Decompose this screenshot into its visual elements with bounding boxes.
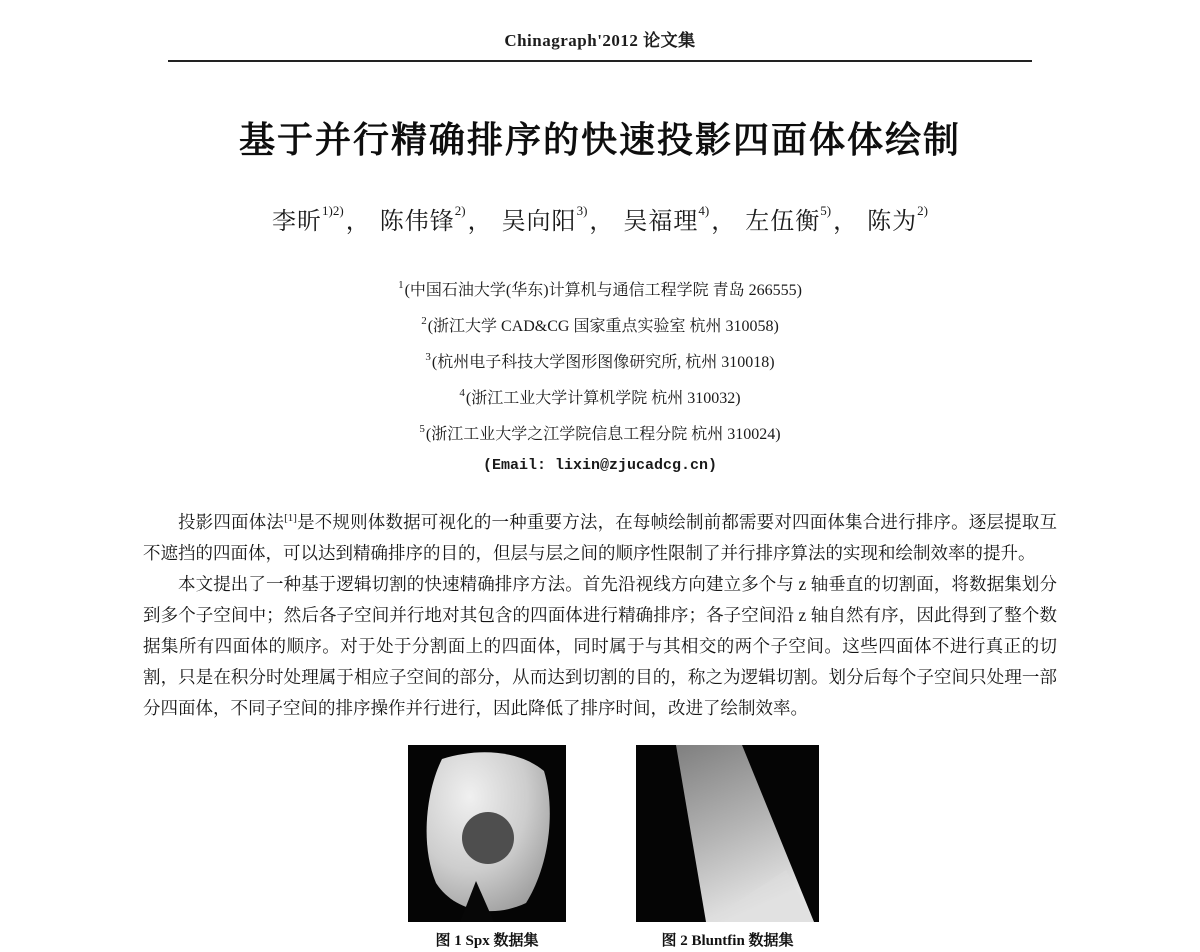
author: 左伍衡$^{5)}$ bbox=[745, 203, 832, 235]
author-affil-marker: 1)2) bbox=[322, 203, 344, 218]
affiliation-line: $^2$(浙江大学 CAD&CG 国家重点实验室 杭州 310058) bbox=[421, 315, 779, 335]
author-separator: ， bbox=[345, 209, 371, 235]
figure-caption: 图 2 Bluntfin 数据集 bbox=[661, 933, 794, 949]
author-separator: ， bbox=[467, 209, 493, 235]
author-affil-marker: 2) bbox=[454, 203, 466, 218]
affiliation-line: $^3$(杭州电子科技大学图形图像研究所, 杭州 310018) bbox=[425, 351, 775, 371]
author-separator: ， bbox=[833, 209, 859, 235]
affiliation-line: $^5$(浙江工业大学之江学院信息工程分院 杭州 310024) bbox=[419, 423, 781, 443]
bluntfin-dataset-image bbox=[636, 745, 819, 922]
author-line bbox=[0, 201, 1200, 236]
abstract-body bbox=[143, 503, 1057, 724]
affiliation-block bbox=[0, 270, 1200, 481]
citation-marker: [1] bbox=[284, 512, 297, 524]
author-affil-marker: 2) bbox=[917, 203, 928, 218]
affiliation-line: $^4$(浙江工业大学计算机学院 杭州 310032) bbox=[459, 387, 741, 407]
figure-bluntfin bbox=[636, 745, 819, 950]
figure-row bbox=[408, 745, 819, 950]
proceedings-header: Chinagraph'2012 论文集 bbox=[504, 31, 696, 50]
author-separator: ， bbox=[589, 209, 615, 235]
figure-spx bbox=[408, 745, 566, 950]
author-affil-marker: 3) bbox=[576, 203, 588, 218]
paper-title: 基于并行精确排序的快速投影四面体体绘制 bbox=[238, 119, 961, 160]
author: 陈为$^{2)}$ bbox=[867, 203, 928, 235]
author: 吴向阳$^{3)}$ bbox=[501, 203, 588, 235]
abstract-paragraph-1: 投影四面体法[1]是不规则体数据可视化的一种重要方法，在每帧绘制前都需要对四面体集合进行排序。逐层提取互不遮挡的四面体，可以达到精确排序的目的，但层与层之间的顺序性限制了并行排序算法的实现和绘制效率的提升。 bbox=[143, 512, 1057, 563]
affiliation-line: $^1$(中国石油大学(华东)计算机与通信工程学院 青岛 266555) bbox=[398, 279, 802, 299]
spx-dataset-image bbox=[408, 745, 566, 922]
author: 陈伟锋$^{2)}$ bbox=[379, 203, 466, 235]
abstract-paragraph-2: 本文提出了一种基于逻辑切割的快速精确排序方法。首先沿视线方向建立多个与 z 轴垂直的切割面，将数据集划分到多个子空间中；然后各子空间并行地对其包含的四面体进行精确排序；各子空间沿 z 轴自然有序，因此得到了整个数据集所有四面体的顺序。对于处于分割面上的四面体，同时属于与其相交的两个子空间。这些四面体不进行真正的切割，只是在积分时处理属于相应子空间的部分，从而达到切割的目的，称之为逻辑切割。划分后每个子空间只处理一部分四面体，不同子空间的排序操作并行进行，因此降低了排序时间，改进了绘制效率。 bbox=[143, 574, 1057, 718]
author-separator: ， bbox=[711, 209, 737, 235]
author-affil-marker: 4) bbox=[698, 203, 710, 218]
email-line: (Email: lixin@zjucadcg.cn) bbox=[482, 457, 718, 474]
author: 李昕$^{1)2)}$ bbox=[272, 203, 344, 235]
author: 吴福理$^{4)}$ bbox=[623, 203, 710, 235]
figure-caption: 图 1 Spx 数据集 bbox=[435, 933, 539, 949]
header-rule bbox=[168, 60, 1032, 62]
author-affil-marker: 5) bbox=[820, 203, 832, 218]
